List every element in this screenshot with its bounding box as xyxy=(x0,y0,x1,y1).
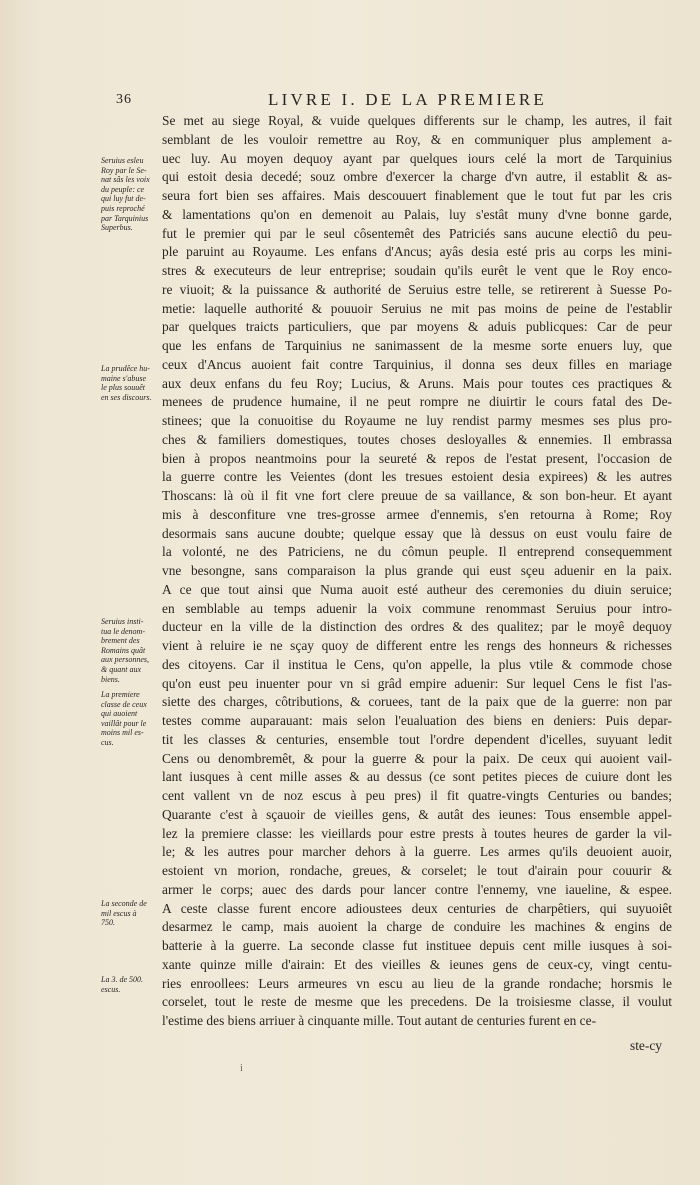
margin-note-third-class xyxy=(101,975,163,994)
text-line: stres & executeurs de leur entreprise; soudain qu'ils eurêt le vent que le Roy enco- xyxy=(162,263,672,278)
text-line: bien à propos neantmoins pour la seureté & repos de l'estat present, l'occasion de xyxy=(162,450,672,466)
text-line: tit les classes & centuries, ensemble tout l'ordre dependent d'icelles, suyuant ledit xyxy=(162,731,672,747)
margin-note-line: par Tarquinius xyxy=(101,213,149,223)
text-line: desarmez le camp, mais auoient la charge de conduire les machines & engins de xyxy=(162,919,672,935)
margin-note-line: qui auoient xyxy=(101,709,138,719)
text-line: le; & les autres pour marcher dehors à la guerre. Les armes qu'ils deuoient auoir, xyxy=(162,844,672,860)
text-line: lez la premiere classe: les vieillards pour estre prests à toutes heures de garder la vil- xyxy=(162,825,672,841)
text-line: corselet, tout le reste de mesme que les precedens. De la troisiesme classe, il voulut xyxy=(162,994,672,1010)
text-line: batterie à la guerre. La seconde classe fut instituee depuis cent mille iusques à soi- xyxy=(162,938,672,953)
margin-note-line: du peuple: ce xyxy=(101,184,145,194)
page-mark: i xyxy=(240,1063,243,1074)
margin-note-line: Superbus. xyxy=(101,223,133,233)
text-line: qu'on eust peu inuenter pour vn si grâd empire aduenir: Sur lequel Cens le fist l'as- xyxy=(162,675,672,691)
margin-note-line: classe de ceux xyxy=(101,699,147,709)
text-line: qui estoit desia decedé; souz ombre d'exercer la charge d'vn autre, il establit & as- xyxy=(162,169,672,185)
text-line: A ce que tout ainsi que Numa auoit esté autheur des ceremonies du diuin seruice; xyxy=(162,581,672,597)
main-text-block xyxy=(162,112,672,1031)
margin-note-census xyxy=(101,617,163,684)
text-line: seura fort bien ses affaires. Mais descouuert finablement que le tout fut par les cris xyxy=(162,188,672,203)
text-line: ries enroollees: Leurs armeures vn escu au lieu de la grande rondache; horsmis le xyxy=(162,975,672,991)
margin-note-line: tua le denom- xyxy=(101,626,145,636)
margin-note-line: La prudêce hu- xyxy=(101,364,150,373)
margin-note-line: le plus souuêt xyxy=(101,383,145,393)
margin-note-line: maine s'abuse xyxy=(101,373,147,383)
margin-note-line: mil escus à xyxy=(101,908,137,918)
text-line: aux deux enfans du feu Roy; Lucius, & Aruns. Mais pour toutes ces practiques & xyxy=(162,375,672,391)
margin-note-line: escus. xyxy=(101,984,121,994)
text-line: xante quinze mille d'airain: Et des vieilles & ieunes gens de ceux-cy, vingt centu- xyxy=(162,956,672,972)
margin-note-line: La premiere xyxy=(101,690,140,699)
margin-note-line: Roy par le Se- xyxy=(101,165,147,175)
text-line: armer le corps; auec des dards pour lancer contre l'ennemy, vne iaueline, & espee. xyxy=(162,881,672,897)
text-line: A ceste classe furent encore adioustees deux centuries de charpêtiers, qui suyuoiêt xyxy=(162,900,672,916)
text-line: la volonté, ne des Patriciens, ne du cômun peuple. Il entreprend consequemment xyxy=(162,544,672,560)
text-line: que les enfans de Tarquinius ne sanimassent de la mesme sorte enuers luy, que xyxy=(162,338,672,353)
margin-note-line: aux personnes, xyxy=(101,655,149,665)
text-line: menees de prudence humaine, il ne peut rompre ne diuirtir le cours fatal des De- xyxy=(162,394,672,410)
text-line: Se met au siege Royal, & vuide quelques differents sur le champ, les autres, il fait xyxy=(162,113,672,128)
text-line: mis à desconfiture vne tres-grosse armee d'ennemis, s'en retourna à Rome; Roy xyxy=(162,506,672,522)
text-line: ple paruint au Royaume. Les enfans d'Ancus; ayâs desia esté pris au corps les mini- xyxy=(162,244,672,260)
margin-note-second-class xyxy=(101,899,163,928)
text-line: ches & familiers domestiques, toutes choses desloyalles & ennemies. Il embrassa xyxy=(162,431,672,447)
text-line: par quelques traicts particuliers, que par moyens & aduis publicques: Car de peur xyxy=(162,319,672,335)
text-line: testes comme auparauant: mais selon l'eualuation des biens en deniers: Puis depar- xyxy=(162,713,672,728)
margin-note-line: cus. xyxy=(101,737,114,747)
text-line: siette des charges, côtributions, & coruees, tant de la paix que de la guerre: non par xyxy=(162,694,672,710)
text-line: ceux d'Ancus auoient fait contre Tarquinius, il donna ses deux filles en mariage xyxy=(162,356,672,372)
text-line: vient à reluire ie ne sçay quoy de different entre les rengs des honneurs & richesses xyxy=(162,638,672,653)
text-line: desormais sans aucune doubte; quelque essay que là dessus on eust voulu faire de xyxy=(162,525,672,541)
margin-note-line: puis reproché xyxy=(101,203,145,213)
margin-note-first-class xyxy=(101,690,163,748)
text-line: re viuoit; & la puissance & authorité de Seruius estre telle, se retirerent à Suesse Po- xyxy=(162,281,672,297)
text-line: semblant de les vouloir remettre au Roy, & en communiquer plus amplement a- xyxy=(162,131,672,147)
text-line: en semblable au temps aduenir la voix commune renommast Seruius pour intro- xyxy=(162,600,672,616)
margin-note-line: nat sâs les voix xyxy=(101,175,150,185)
text-line: vne besongne, sans comparaison la plus grande qui eust sçeu aduenir en la paix. xyxy=(162,563,672,578)
catchword: ste-cy xyxy=(630,1038,662,1053)
text-line: cent vallent vn de noz escus à peu pres) il fit quatre-vingts Centuries ou bandes; xyxy=(162,788,672,803)
text-line: estoient vn morion, rondache, greues, & corselet; le tout d'airain pour couurir & xyxy=(162,863,672,878)
margin-note-line: La seconde de xyxy=(101,899,147,908)
margin-note-line: en ses discours. xyxy=(101,392,152,402)
text-line: l'estime des biens arriuer à cinquante mille. Tout autant de centuries furent en ce- xyxy=(162,1013,597,1028)
margin-note-line: Seruius esleu xyxy=(101,156,144,165)
text-line: metie: laquelle authorité & pouuoir Seruius ne mit pas moins de peine de l'establir xyxy=(162,300,672,316)
text-line: & lamentations qu'on en demenoit au Palais, luy s'estât muny d'vne bonne garde, xyxy=(162,206,672,222)
text-line: des citoyens. Car il institua le Cens, qu'on appelle, la plus vtile & commode chose xyxy=(162,656,672,672)
text-line: uec luy. Au moyen dequoy ayant par quelques iours celé la mort de Tarquinius xyxy=(162,150,672,166)
text-line: fut le premier qui par le seul côsentemêt des Patriciés sans aucune electiô du peu- xyxy=(162,225,672,241)
text-line: lant iusques à cent mille asses & au dessus (ce sont petites pieces de cuiure dont les xyxy=(162,769,672,785)
margin-note-line: Seruius insti- xyxy=(101,617,144,626)
margin-note-line: 750. xyxy=(101,918,115,928)
text-line: ducteur en la ville de la distinction des ordres & des qualitez; par le moyê dequoy xyxy=(162,619,672,635)
text-line: Cens ou denombremêt, & pour la guerre & pour la paix. De ceux qui auoient vail- xyxy=(162,750,672,766)
margin-note-line: Romains quât xyxy=(101,645,146,655)
margin-note-line: moins mil es- xyxy=(101,728,144,738)
text-line: stinees; que la conuoitise du Royaume ne luy rendist parmy mesmes ses plus pro- xyxy=(162,413,672,428)
margin-note-line: qui luy fut de- xyxy=(101,194,146,204)
text-line: la guerre contre les Veientes (dont les tresues estoient desia expirees) & les autres xyxy=(162,469,672,485)
text-line: Quarante c'est à sçauoir de vieilles gens, & autât des ieunes: Tous ensemble appel- xyxy=(162,806,672,822)
text-line: Thoscans: là où il fit vne fort clere preuue de sa vaillance, & son bon-heur. Et ayant xyxy=(162,488,672,503)
margin-note-seruius-elected xyxy=(101,156,163,233)
margin-note-line: brement des xyxy=(101,636,140,646)
margin-note-line: vaillât pour le xyxy=(101,718,147,728)
margin-note-human-prudence xyxy=(101,364,163,402)
margin-note-line: La 3. de 500. xyxy=(101,975,143,984)
running-title: LIVRE I. DE LA PREMIERE xyxy=(268,90,548,109)
margin-note-line: & quant aux xyxy=(101,664,141,674)
folio-number: 36 xyxy=(116,92,132,107)
margin-note-line: biens. xyxy=(101,674,120,684)
